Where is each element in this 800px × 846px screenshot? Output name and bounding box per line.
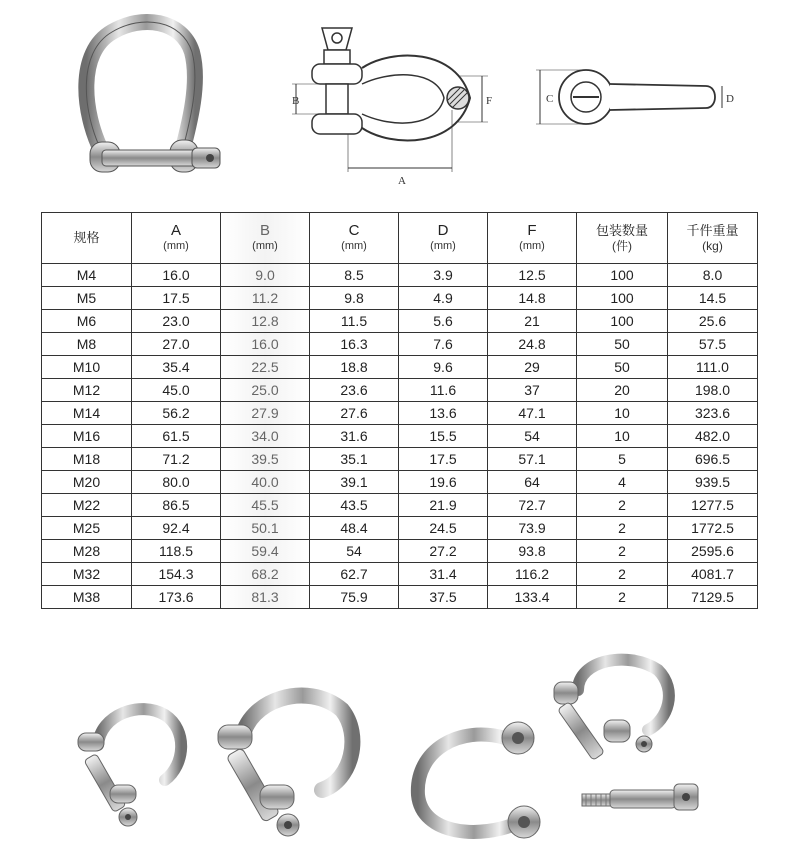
cell-f: 37 — [488, 379, 577, 402]
table-row — [42, 586, 758, 609]
shackle-body-photo — [400, 710, 550, 846]
cell-f: 29 — [488, 356, 577, 379]
dim-label-a: A — [398, 175, 406, 187]
cell-a: 118.5 — [132, 540, 221, 563]
header-f: F (mm) — [488, 213, 577, 264]
cell-d: 27.2 — [399, 540, 488, 563]
cell-c: 16.3 — [310, 333, 399, 356]
cell-spec: M4 — [42, 264, 132, 287]
cell-pack-qty: 100 — [577, 310, 668, 333]
cell-pack-qty: 2 — [577, 494, 668, 517]
cell-c: 8.5 — [310, 264, 399, 287]
cell-d: 19.6 — [399, 471, 488, 494]
cell-spec: M32 — [42, 563, 132, 586]
cell-weight: 14.5 — [668, 287, 758, 310]
cell-weight: 8.0 — [668, 264, 758, 287]
cell-weight: 1772.5 — [668, 517, 758, 540]
cell-spec: M14 — [42, 402, 132, 425]
cell-spec: M5 — [42, 287, 132, 310]
cell-c: 9.8 — [310, 287, 399, 310]
cell-spec: M18 — [42, 448, 132, 471]
header-b: B (mm) — [221, 213, 310, 264]
cell-c: 48.4 — [310, 517, 399, 540]
cell-a: 61.5 — [132, 425, 221, 448]
header-pack-qty: 包装数量 (件) — [577, 213, 668, 264]
cell-a: 92.4 — [132, 517, 221, 540]
cell-a: 27.0 — [132, 333, 221, 356]
bow-shackle-photo — [72, 12, 232, 192]
cell-b: 34.0 — [221, 425, 310, 448]
header-a: A (mm) — [132, 213, 221, 264]
cell-f: 133.4 — [488, 586, 577, 609]
table-row — [42, 471, 758, 494]
cell-weight: 2595.6 — [668, 540, 758, 563]
cell-spec: M12 — [42, 379, 132, 402]
cell-a: 17.5 — [132, 287, 221, 310]
cell-d: 31.4 — [399, 563, 488, 586]
cell-d: 17.5 — [399, 448, 488, 471]
cell-c: 31.6 — [310, 425, 399, 448]
table-row — [42, 287, 758, 310]
cell-d: 11.6 — [399, 379, 488, 402]
table-row — [42, 425, 758, 448]
dim-label-f: F — [486, 95, 493, 107]
cell-c: 75.9 — [310, 586, 399, 609]
cell-f: 54 — [488, 425, 577, 448]
cell-spec: M28 — [42, 540, 132, 563]
cell-f: 21 — [488, 310, 577, 333]
cell-b: 45.5 — [221, 494, 310, 517]
cell-weight: 4081.7 — [668, 563, 758, 586]
cell-c: 35.1 — [310, 448, 399, 471]
table-row — [42, 402, 758, 425]
cell-f: 57.1 — [488, 448, 577, 471]
cell-d: 3.9 — [399, 264, 488, 287]
cell-b: 81.3 — [221, 586, 310, 609]
cell-weight: 939.5 — [668, 471, 758, 494]
cell-c: 39.1 — [310, 471, 399, 494]
cell-weight: 111.0 — [668, 356, 758, 379]
cell-pack-qty: 10 — [577, 425, 668, 448]
cell-weight: 482.0 — [668, 425, 758, 448]
cell-pack-qty: 2 — [577, 586, 668, 609]
cell-a: 80.0 — [132, 471, 221, 494]
cell-a: 173.6 — [132, 586, 221, 609]
cell-c: 62.7 — [310, 563, 399, 586]
cell-pack-qty: 20 — [577, 379, 668, 402]
header-d: D (mm) — [399, 213, 488, 264]
table-row — [42, 563, 758, 586]
table-row — [42, 494, 758, 517]
dim-label-b: B — [292, 95, 300, 107]
cell-pack-qty: 10 — [577, 402, 668, 425]
side-dimension-drawing — [526, 62, 746, 132]
cell-weight: 57.5 — [668, 333, 758, 356]
cell-b: 27.9 — [221, 402, 310, 425]
cell-b: 9.0 — [221, 264, 310, 287]
table-row — [42, 517, 758, 540]
dim-label-c: C — [546, 93, 554, 105]
cell-a: 23.0 — [132, 310, 221, 333]
cell-spec: M25 — [42, 517, 132, 540]
cell-pack-qty: 2 — [577, 563, 668, 586]
cell-spec: M38 — [42, 586, 132, 609]
cell-b: 68.2 — [221, 563, 310, 586]
cell-pack-qty: 4 — [577, 471, 668, 494]
cell-d: 7.6 — [399, 333, 488, 356]
product-photos — [0, 640, 800, 846]
header-weight: 千件重量 (kg) — [668, 213, 758, 264]
table-row — [42, 264, 758, 287]
small-shackle-photo — [70, 695, 190, 835]
cell-pack-qty: 5 — [577, 448, 668, 471]
header-spec: 规格 — [42, 213, 132, 264]
cell-weight: 323.6 — [668, 402, 758, 425]
cell-f: 93.8 — [488, 540, 577, 563]
cell-d: 13.6 — [399, 402, 488, 425]
cell-f: 12.5 — [488, 264, 577, 287]
cell-d: 5.6 — [399, 310, 488, 333]
cell-spec: M10 — [42, 356, 132, 379]
cell-c: 11.5 — [310, 310, 399, 333]
cell-pack-qty: 100 — [577, 264, 668, 287]
table-row — [42, 379, 758, 402]
cell-weight: 1277.5 — [668, 494, 758, 517]
cell-spec: M16 — [42, 425, 132, 448]
top-illustrations — [0, 0, 800, 205]
table-header-row — [42, 213, 758, 264]
cell-b: 11.2 — [221, 287, 310, 310]
cell-c: 54 — [310, 540, 399, 563]
cell-spec: M20 — [42, 471, 132, 494]
cell-a: 71.2 — [132, 448, 221, 471]
cell-f: 24.8 — [488, 333, 577, 356]
table-body — [42, 264, 758, 609]
cell-c: 27.6 — [310, 402, 399, 425]
cell-b: 40.0 — [221, 471, 310, 494]
cell-f: 14.8 — [488, 287, 577, 310]
cell-b: 16.0 — [221, 333, 310, 356]
cell-weight: 25.6 — [668, 310, 758, 333]
cell-d: 24.5 — [399, 517, 488, 540]
cell-pack-qty: 50 — [577, 333, 668, 356]
cell-d: 15.5 — [399, 425, 488, 448]
cell-a: 86.5 — [132, 494, 221, 517]
header-c: C (mm) — [310, 213, 399, 264]
cell-c: 18.8 — [310, 356, 399, 379]
cell-spec: M8 — [42, 333, 132, 356]
cell-a: 45.0 — [132, 379, 221, 402]
cell-b: 22.5 — [221, 356, 310, 379]
spec-table — [41, 212, 758, 609]
cell-weight: 198.0 — [668, 379, 758, 402]
cell-d: 37.5 — [399, 586, 488, 609]
medium-shackle-photo — [212, 685, 362, 845]
cell-d: 21.9 — [399, 494, 488, 517]
cell-f: 72.7 — [488, 494, 577, 517]
assembled-shackle-photo — [548, 650, 678, 770]
table-row — [42, 356, 758, 379]
cell-b: 25.0 — [221, 379, 310, 402]
cell-c: 23.6 — [310, 379, 399, 402]
cell-pack-qty: 2 — [577, 540, 668, 563]
cell-b: 50.1 — [221, 517, 310, 540]
cell-weight: 7129.5 — [668, 586, 758, 609]
cell-pack-qty: 100 — [577, 287, 668, 310]
table-row — [42, 540, 758, 563]
cell-a: 16.0 — [132, 264, 221, 287]
cell-a: 35.4 — [132, 356, 221, 379]
cell-b: 12.8 — [221, 310, 310, 333]
front-dimension-drawing — [282, 18, 512, 198]
cell-d: 9.6 — [399, 356, 488, 379]
table-row — [42, 448, 758, 471]
shackle-pin-photo — [578, 778, 704, 818]
dim-label-d: D — [726, 93, 734, 105]
cell-f: 64 — [488, 471, 577, 494]
cell-f: 73.9 — [488, 517, 577, 540]
cell-f: 47.1 — [488, 402, 577, 425]
cell-b: 39.5 — [221, 448, 310, 471]
cell-weight: 696.5 — [668, 448, 758, 471]
cell-spec: M22 — [42, 494, 132, 517]
table-row — [42, 310, 758, 333]
cell-d: 4.9 — [399, 287, 488, 310]
cell-b: 59.4 — [221, 540, 310, 563]
cell-spec: M6 — [42, 310, 132, 333]
cell-pack-qty: 50 — [577, 356, 668, 379]
cell-a: 56.2 — [132, 402, 221, 425]
table-row — [42, 333, 758, 356]
cell-c: 43.5 — [310, 494, 399, 517]
cell-f: 116.2 — [488, 563, 577, 586]
cell-pack-qty: 2 — [577, 517, 668, 540]
cell-a: 154.3 — [132, 563, 221, 586]
